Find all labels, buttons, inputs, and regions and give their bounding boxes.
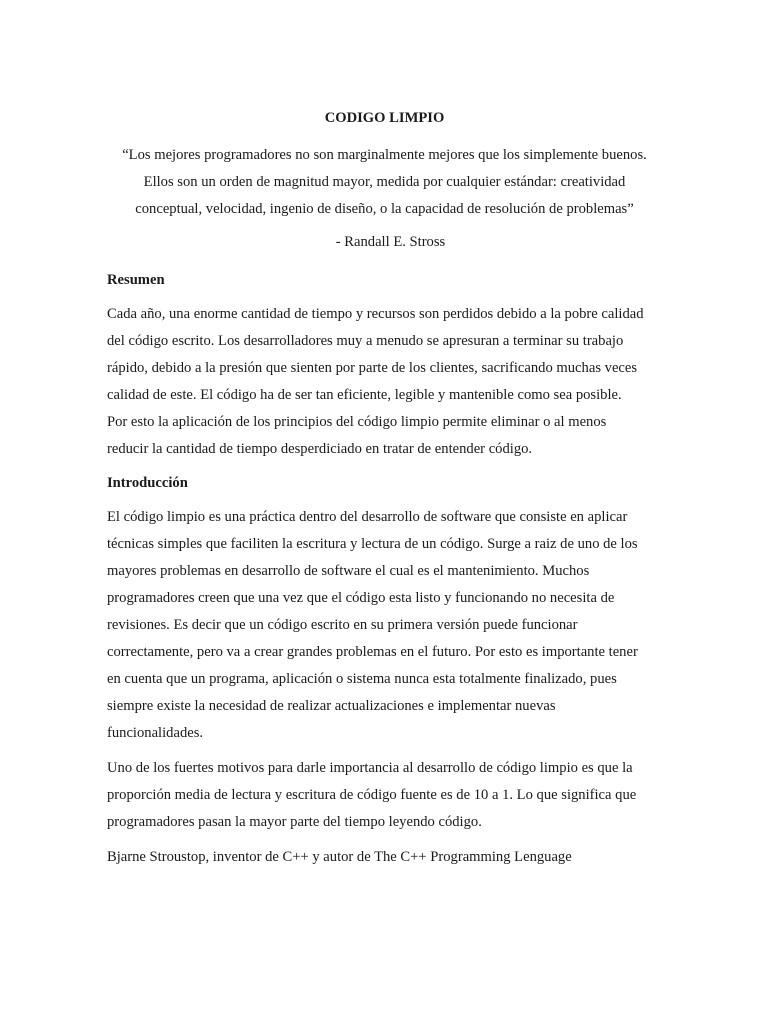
paragraph-line: calidad de este. El código ha de ser tan eficiente, legible y mantenible como sea posible. [107, 387, 622, 403]
paragraph-line: correctamente, pero va a crear grandes problemas en el futuro. Por esto es importante tener [107, 644, 638, 660]
paragraph-line: programadores creen que una vez que el código esta listo y funcionando no necesita de [107, 590, 615, 606]
paragraph-line: siempre existe la necesidad de realizar actualizaciones e implementar nuevas [107, 698, 556, 714]
closing-line: Bjarne Stroustop, inventor de C++ y autor de The C++ Programming Lenguage [107, 849, 572, 865]
quote-line: conceptual, velocidad, ingenio de diseño, o la capacidad de resolución de problemas” [135, 201, 634, 217]
paragraph-line: rápido, debido a la presión que sienten por parte de los clientes, sacrificando muchas veces [107, 360, 638, 376]
paragraph-line: mayores problemas en desarrollo de software el cual es el mantenimiento. Muchos [107, 563, 590, 579]
paragraph-line: del código escrito. Los desarrolladores muy a menudo se apresuran a terminar su trabajo [107, 333, 624, 349]
paragraph-line: Cada año, una enorme cantidad de tiempo y recursos son perdidos debido a la pobre calidad [107, 306, 644, 322]
introduccion-paragraph-2 [107, 755, 662, 836]
quote-line: Ellos son un orden de magnitud mayor, medida por cualquier estándar: creatividad [143, 174, 626, 190]
paragraph-line: funcionalidades. [107, 725, 204, 741]
quote-line: “Los mejores programadores no son marginalmente mejores que los simplemente buenos. [122, 147, 647, 163]
introduccion-paragraph-1 [107, 504, 662, 747]
paragraph-line: reducir la cantidad de tiempo desperdiciado en tratar de entender código. [107, 441, 533, 457]
document-title: CODIGO LIMPIO [324, 110, 445, 126]
paragraph-line: en cuenta que un programa, aplicación o sistema nunca esta totalmente finalizado, pues [107, 671, 617, 687]
paragraph-line: Uno de los fuertes motivos para darle importancia al desarrollo de código limpio es que la [107, 760, 633, 776]
epigraph-quote [107, 142, 662, 223]
quote-author: - Randall E. Stross [335, 234, 446, 250]
paragraph-line: El código limpio es una práctica dentro del desarrollo de software que consiste en aplicar [107, 509, 628, 525]
document-page [107, 106, 662, 871]
paragraph-line: programadores pasan la mayor parte del tiempo leyendo código. [107, 814, 482, 830]
section-heading-introduccion: Introducción [107, 475, 188, 491]
paragraph-line: técnicas simples que faciliten la escritura y lectura de un código. Surge a raiz de uno de los [107, 536, 638, 552]
paragraph-line: revisiones. Es decir que un código escrito en su primera versión puede funcionar [107, 617, 578, 633]
resumen-paragraph [107, 301, 662, 463]
paragraph-line: proporción media de lectura y escritura de código fuente es de 10 a 1. Lo que significa que [107, 787, 637, 803]
section-heading-resumen: Resumen [107, 272, 165, 288]
paragraph-line: Por esto la aplicación de los principios del código limpio permite eliminar o al menos [107, 414, 607, 430]
